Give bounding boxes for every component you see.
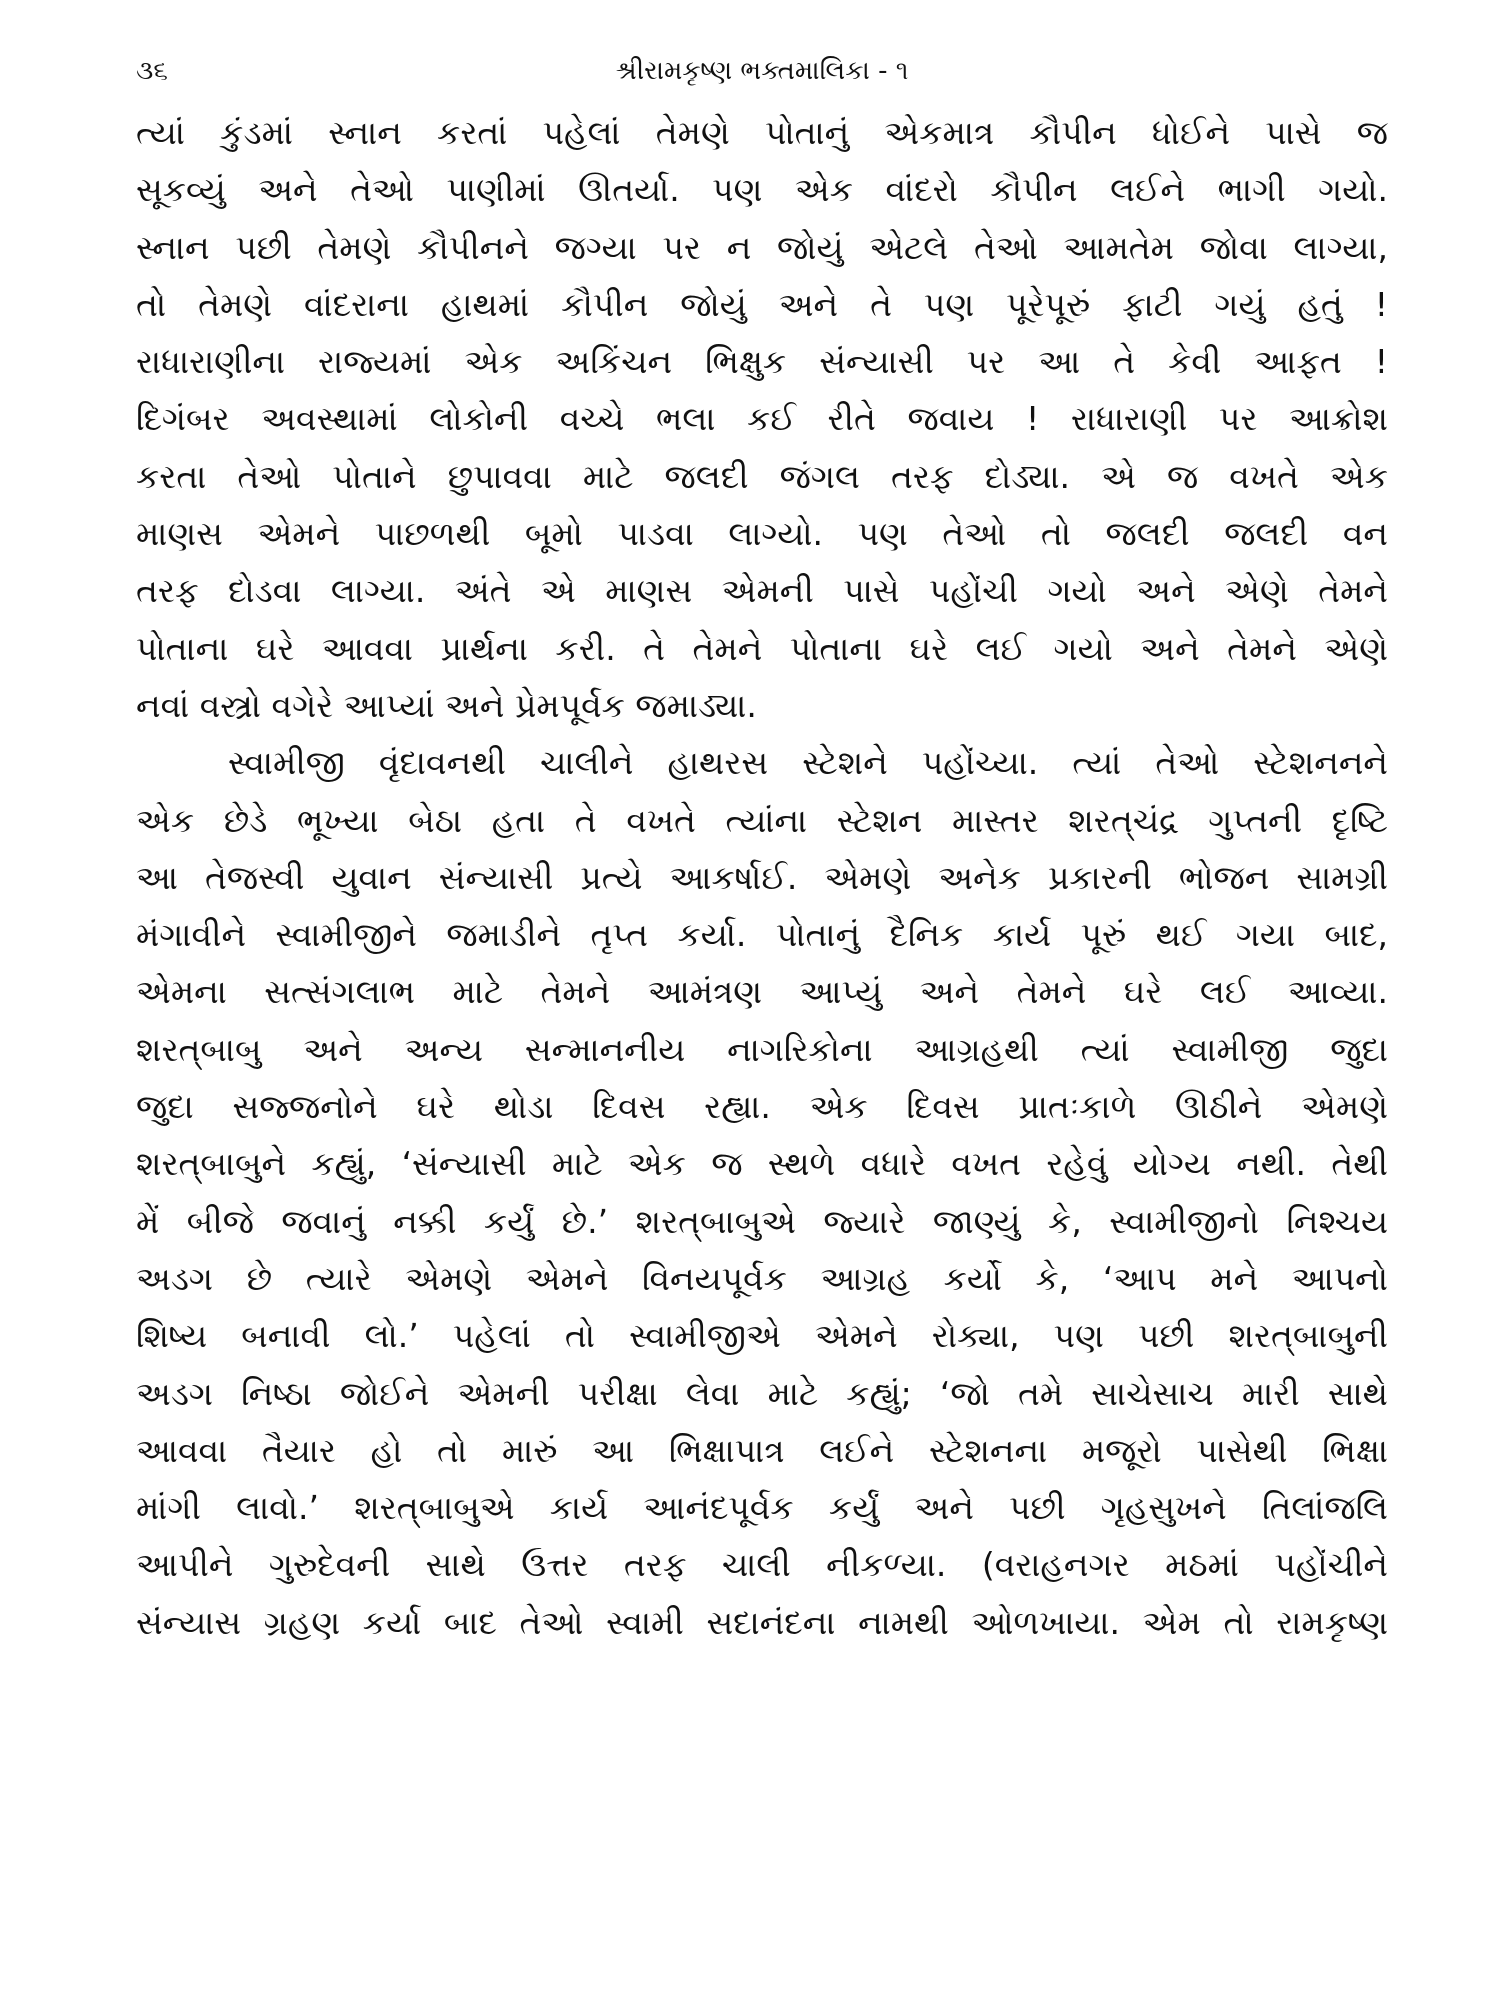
text-line: સૂકવ્યું અને તેઓ પાણીમાં ઊતર્યા. પણ એક વાંદરો કૌપીન લઈને ભાગી ગયો. xyxy=(136,170,1388,210)
text-line: માણસ એમને પાછળથી બૂમો પાડવા લાગ્યો. પણ તેઓ તો જલદી જલદી વન xyxy=(136,514,1388,554)
text-line: રાધારાણીના રાજ્યમાં એક અકિંચન ભિક્ષુક સંન્યાસી પર આ તે કેવી આફત ! xyxy=(136,342,1388,382)
text-line: આ તેજસ્વી યુવાન સંન્યાસી પ્રત્યે આકર્ષાઈ. એમણે અનેક પ્રકારની ભોજન સામગ્રી xyxy=(136,857,1388,897)
text-line: અડગ છે ત્યારે એમણે એમને વિનયપૂર્વક આગ્રહ કર્યો કે, ‘આપ મને આપનો xyxy=(136,1258,1388,1298)
text-line: મંગાવીને સ્વામીજીને જમાડીને તૃપ્ત કર્યા. પોતાનું દૈનિક કાર્ય પૂરું થઈ ગયા બાદ, xyxy=(136,915,1388,955)
text-line: શિષ્ય બનાવી લો.’ પહેલાં તો સ્વામીજીએ એમને રોક્યા, પણ પછી શરત્‌બાબુની xyxy=(136,1316,1388,1356)
page-number: ૩૬ xyxy=(136,56,168,86)
text-line: તરફ દોડવા લાગ્યા. અંતે એ માણસ એમની પાસે પહોંચી ગયો અને એણે તેમને xyxy=(136,571,1388,611)
text-line: નવાં વસ્ત્રો વગેરે આપ્યાં અને પ્રેમપૂર્વક જમાડ્યા. xyxy=(136,685,757,725)
text-line: માંગી લાવો.’ શરત્‌બાબુએ કાર્ય આનંદપૂર્વક કર્યું અને પછી ગૃહસુખને તિલાંજલિ xyxy=(136,1488,1388,1528)
text-line: આવવા તૈયાર હો તો મારું આ ભિક્ષાપાત્ર લઈને સ્ટેશનના મજૂરો પાસેથી ભિક્ષા xyxy=(136,1430,1388,1470)
text-line: તો તેમણે વાંદરાના હાથમાં કૌપીન જોયું અને તે પણ પૂરેપૂરું ફાટી ગયું હતું ! xyxy=(136,284,1388,324)
body-text xyxy=(136,104,1388,1651)
running-title: શ્રીરામકૃષ્ણ ભક્તમાલિકા - ૧ xyxy=(615,56,909,86)
text-line: કરતા તેઓ પોતાને છુપાવવા માટે જલદી જંગલ તરફ દોડ્યા. એ જ વખતે એક xyxy=(136,456,1388,496)
text-line: શરત્‌બાબુ અને અન્ય સન્માનનીય નાગરિકોના આગ્રહથી ત્યાં સ્વામીજી જુદા xyxy=(136,1029,1388,1069)
text-line: એમના સત્સંગલાભ માટે તેમને આમંત્રણ આપ્યું અને તેમને ઘરે લઈ આવ્યા. xyxy=(136,972,1388,1012)
text-line: દિગંબર અવસ્થામાં લોકોની વચ્ચે ભલા કઈ રીતે જવાય ! રાધારાણી પર આક્રોશ xyxy=(136,399,1388,439)
paragraph-start-line: સ્વામીજી વૃંદાવનથી ચાલીને હાથરસ સ્ટેશને પહોંચ્યા. ત્યાં તેઓ સ્ટેશનનને xyxy=(228,743,1388,783)
page-header xyxy=(136,48,1388,94)
text-line: શરત્‌બાબુને કહ્યું, ‘સંન્યાસી માટે એક જ સ્થળે વધારે વખત રહેવું યોગ્ય નથી. તેથી xyxy=(136,1144,1388,1184)
text-line: અડગ નિષ્ઠા જોઈને એમની પરીક્ષા લેવા માટે કહ્યું; ‘જો તમે સાચેસાચ મારી સાથે xyxy=(136,1373,1388,1413)
text-line: જુદા સજ્જનોને ઘરે થોડા દિવસ રહ્યા. એક દિવસ પ્રાતઃકાળે ઊઠીને એમણે xyxy=(136,1087,1388,1127)
text-line: ત્યાં કુંડમાં સ્નાન કરતાં પહેલાં તેમણે પોતાનું એકમાત્ર કૌપીન ધોઈને પાસે જ xyxy=(136,113,1388,152)
text-line: સંન્યાસ ગ્રહણ કર્યા બાદ તેઓ સ્વામી સદાનંદના નામથી ઓળખાયા. એમ તો રામકૃષ્ણ xyxy=(136,1602,1388,1642)
text-line: આપીને ગુરુદેવની સાથે ઉત્તર તરફ ચાલી નીકળ્યા. (વરાહનગર મઠમાં પહોંચીને xyxy=(136,1545,1388,1585)
text-line: એક છેડે ભૂખ્યા બેઠા હતા તે વખતે ત્યાંના સ્ટેશન માસ્તર શરત્‌ચંદ્ર ગુપ્તની દૃષ્ટિ xyxy=(136,800,1388,840)
text-line: સ્નાન પછી તેમણે કૌપીનને જગ્યા પર ન જોયું એટલે તેઓ આમતેમ જોવા લાગ્યા, xyxy=(136,227,1388,267)
text-line: મેં બીજે જવાનું નક્કી કર્યું છે.’ શરત્‌બાબુએ જ્યારે જાણ્યું કે, સ્વામીજીનો નિશ્ચય xyxy=(136,1201,1388,1241)
text-line: પોતાના ઘરે આવવા પ્રાર્થના કરી. તે તેમને પોતાના ઘરે લઈ ગયો અને તેમને એણે xyxy=(136,628,1388,668)
